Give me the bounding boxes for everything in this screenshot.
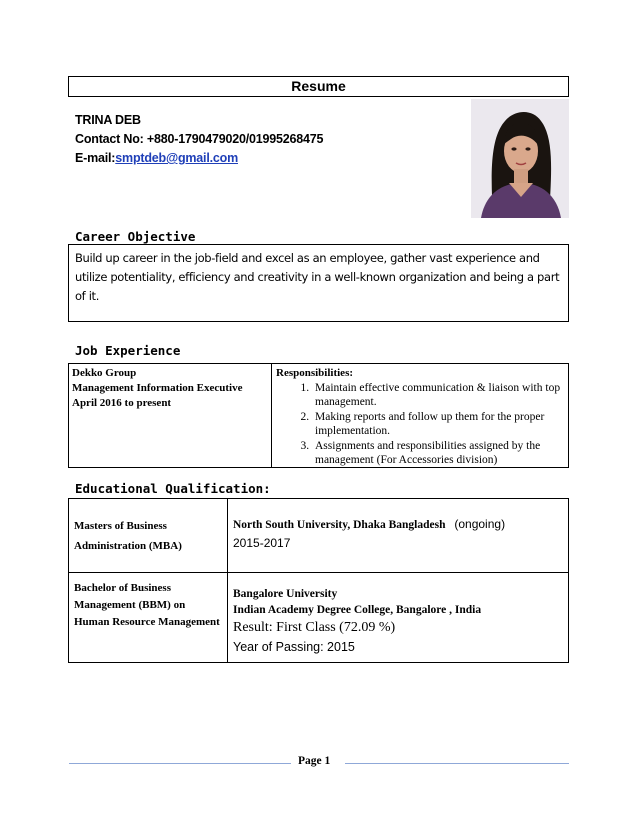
job-period: April 2016 to present [72,397,172,409]
email-link[interactable]: smptdeb@gmail.com [115,151,238,165]
career-objective-heading: Career Objective [75,229,196,244]
degree-cell: Bachelor of Business Management (BBM) on Human Resource Management [69,572,228,662]
list-item: 3. Assignments and responsibilities assigned by the management (For Accessories division) [312,439,564,468]
profile-photo [471,99,569,218]
job-company: Dekko Group [72,367,137,379]
contact-email-line [75,149,323,168]
portrait-image [471,99,569,218]
job-details-cell [69,364,272,467]
list-item: 2. Making reports and follow up them for the proper implementation. [312,410,564,439]
career-objective-box [68,244,569,322]
institution-name: North South University, Dhaka Bangladesh [233,519,446,531]
education-table [68,498,569,663]
table-row [69,499,568,573]
list-item: 1. Maintain effective communication & liaison with top management. [312,381,564,410]
institution-line [233,515,563,534]
university-name: Bangalore University [233,588,338,600]
study-years: 2015-2017 [233,536,291,550]
responsibilities-list [276,381,564,468]
job-experience-heading: Job Experience [75,343,181,358]
education-heading: Educational Qualification: [75,481,271,496]
job-experience-table [68,363,569,468]
responsibilities-heading: Responsibilities: [276,367,354,379]
footer-rule-left [69,763,291,764]
result-text: Result: First Class (72.09 %) [233,620,396,635]
page-number: Page 1 [298,755,331,767]
career-objective-text: Build up career in the job-field and excel as an employee, gather vast experience and utilize potentiality, efficiency and creativity in a well-known organization and being a part of it. [75,251,560,303]
passing-year: Year of Passing: 2015 [233,640,355,654]
job-position: Management Information Executive [72,382,243,394]
email-label: E-mail: [75,151,116,165]
institution-cell [228,572,568,676]
candidate-name: TRINA DEB [75,113,141,127]
college-name: Indian Academy Degree College, Bangalore , India [233,604,482,616]
table-row [69,572,568,662]
contact-phone: Contact No: +880-1790479020/01995268475 [75,132,324,146]
resume-title: Resume [68,76,569,97]
study-status: (ongoing) [454,517,506,531]
contact-block [75,111,323,168]
job-responsibilities-cell [272,364,568,467]
degree-cell: Masters of Business Administration (MBA) [69,499,228,572]
footer-rule-right [345,763,569,764]
